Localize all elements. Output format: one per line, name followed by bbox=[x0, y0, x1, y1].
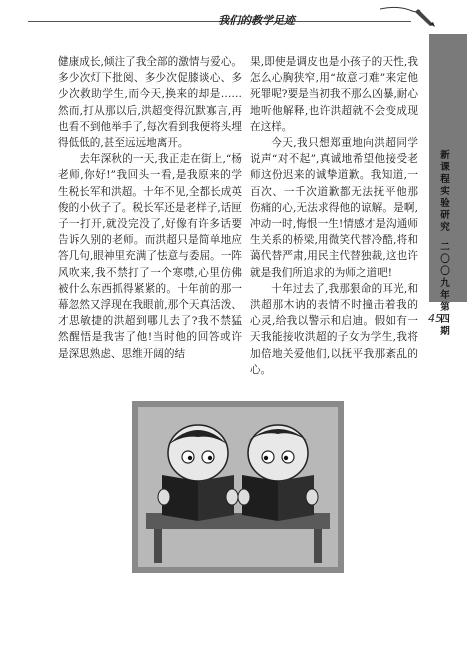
journal-issue: 二〇〇九年第四期 bbox=[440, 242, 450, 337]
left-text-column bbox=[58, 54, 242, 362]
paragraph: 今天,我只想郑重地向洪超同学说声“对不起”,真诚地希望他接受老师这份迟来的诚挚道歉。我知道,一百次、一千次道歉都无法抚平他那伤痛的心,无法求得他的谅解。是啊,冲动一时,悔恨一生!情感才是沟通师生关系的桥梁,用微笑代替冷酷,将和蔼代替严肃,用民主代替独裁,这也许就是我们所追求的为师之道吧! bbox=[250, 137, 418, 279]
fountain-pen-icon bbox=[378, 3, 438, 27]
journal-info bbox=[438, 150, 452, 338]
journal-title: 新课程实验研究 bbox=[440, 150, 450, 233]
paragraph: 去年深秋的一天,我正走在街上,“杨老师,你好!”我回头一看,是我原来的学生税长军和洪超。十年不见,全都长成英俊的小伙子了。税长军还是老样子,话匣子一打开,就没完没了,好像有许多话要告诉久别的老师。而洪超只是简单地应答几句,眼神里充满了怯意与委屈。一阵风吹来,我不禁打了一个寒噤,心里仿佛被什么东西抓得紧紧的。十年前的那一幕忽然又浮现在我眼前,那个天真活泼、才思敏捷的洪超到哪儿去了?我不禁猛然醒悟是我害了他!当时他的回答或许是深思熟虑、思维开阔的结 bbox=[58, 153, 242, 360]
paragraph: 健康成长,倾注了我全部的激情与爱心。多少次灯下批阅、多少次促膝谈心、多少次救助学生,而今天,换来的却是……然而,打从那以后,洪超变得沉默寡言,再也看不到他举手了,每次看到我便将头埋得低低的,甚至远远地离开。 bbox=[58, 56, 242, 150]
right-text-column bbox=[250, 54, 418, 378]
paragraph: 果,即使是调皮也是小孩子的天性,我怎么心胸狭窄,用“故意刁难”来定他死罪呢?要是当初我不那么凶暴,耐心地听他解释,也许洪超就不会变成现在这样。 bbox=[250, 56, 418, 133]
section-title: 我们的教学足迹 bbox=[218, 14, 295, 27]
page-number: 45 bbox=[428, 312, 442, 325]
two-students-reading-books-illustration bbox=[132, 401, 344, 573]
paragraph: 十年过去了,我那狠命的耳光,和洪超那木讷的表情不时撞击着我的心灵,给我以警示和启迪。假如有一天我能接收洪超的子女为学生,我将加倍地关爱他们,以抚平我那紊乱的心。 bbox=[250, 282, 418, 376]
